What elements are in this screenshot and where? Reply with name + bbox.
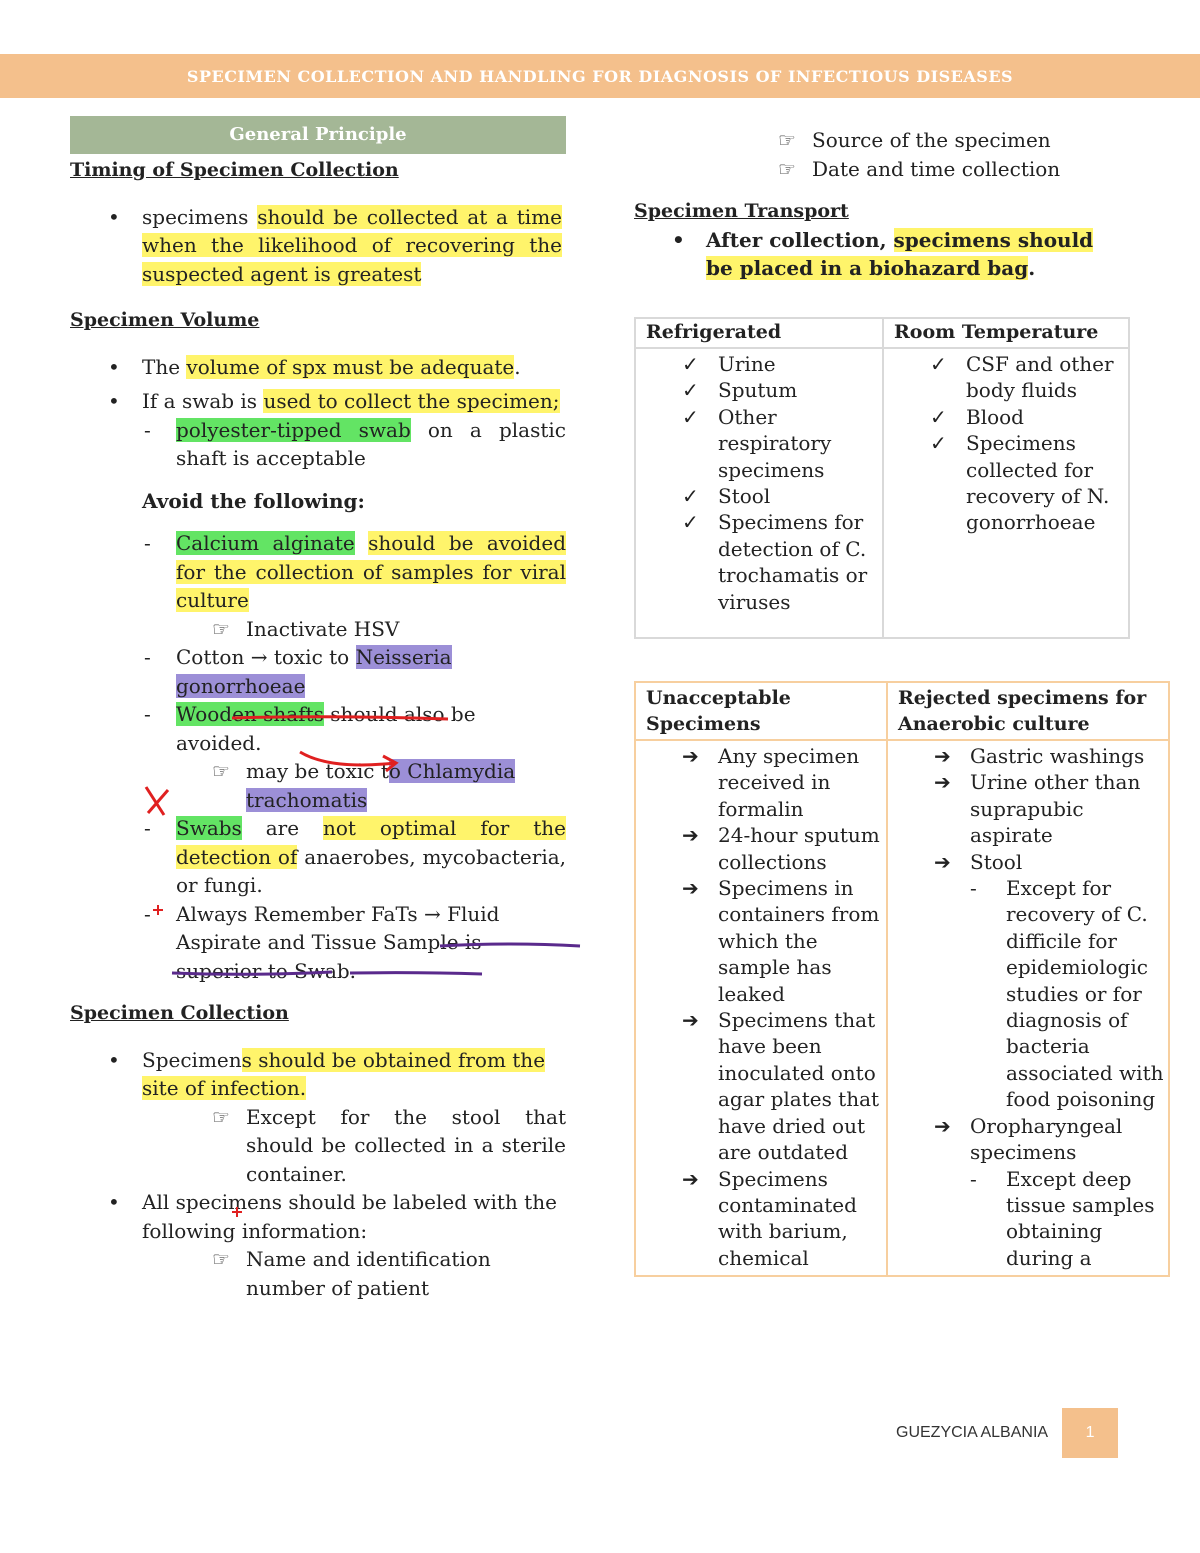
check-icon: ✓ (682, 352, 699, 376)
check-icon: ✓ (682, 484, 699, 509)
room-temp-cell (883, 348, 1129, 638)
arrow-right-icon: ➔ (934, 849, 951, 874)
unacceptable-cell (635, 740, 887, 1276)
transport-heading: Specimen Transport (634, 200, 849, 222)
transport-bullet: • After collection, specimens should be placed in a biohazard bag. (634, 226, 1116, 283)
collection-bullet-1: • Specimens should be obtained from the site of infection. (70, 1046, 562, 1103)
collection-sub-name: ☞ Name and identification number of patient (212, 1247, 491, 1300)
hand-point-icon: ☞ (778, 128, 796, 152)
refrigerated-list (636, 351, 882, 615)
rejected-list (888, 743, 1168, 1271)
highlight-purple: Neisseria gonorrhoeae (176, 645, 452, 698)
highlight-yellow: volume of spx must be adequate (186, 354, 515, 379)
general-principle-bar: General Principle (70, 116, 566, 154)
volume-heading: Specimen Volume (70, 309, 260, 331)
list-item (888, 849, 1168, 875)
list-item (888, 743, 1168, 769)
label-item: ☞ Date and time collection (634, 155, 1174, 184)
arrow-right-icon: ➔ (682, 876, 699, 901)
list-item-text: Specimens collected for recovery of N. gonorrhoeae (966, 431, 1110, 535)
hand-point-icon: ☞ (212, 1104, 230, 1129)
arrow-right-icon: ➔ (934, 770, 951, 795)
list-item (636, 1166, 886, 1272)
avoid-sub-chlamydia: ☞ may be toxic to Chlamydia trachomatis (212, 759, 516, 812)
room-temp-list (884, 351, 1128, 536)
right-column (634, 126, 1174, 283)
list-item (636, 483, 882, 509)
highlight-yellow: should be collected at a time when the likelihood of recovering the suspected agent is greatest (142, 204, 562, 286)
list-item (888, 875, 1168, 1113)
list-item (884, 351, 1128, 404)
arrow-right-icon: ➔ (934, 744, 951, 768)
arrow-right-icon: ➔ (682, 823, 699, 848)
arrow-right-icon: ➔ (682, 1166, 699, 1191)
list-item (884, 430, 1128, 536)
list-item (636, 351, 882, 377)
avoid-item-swabs: - Swabs are not optimal for the detection of anaerobes, mycobacteria, or fungi. (70, 814, 566, 900)
arrow-right-icon: ➔ (934, 1113, 951, 1138)
rejected-cell (887, 740, 1169, 1276)
arrow-right-icon: ➔ (682, 744, 699, 768)
arrow-right-icon: ➔ (682, 1008, 699, 1033)
highlight-yellow: used to collect the specimen; (263, 389, 560, 413)
list-item (884, 404, 1128, 430)
list-item (636, 377, 882, 403)
dash-mark: - (970, 876, 977, 901)
document-header-banner (0, 54, 1200, 98)
list-item-text: Specimens in containers from which the sample has leaked (718, 876, 880, 1006)
table-header: Unacceptable Specimens (635, 682, 887, 740)
check-icon: ✓ (682, 404, 699, 429)
hand-point-icon: ☞ (212, 759, 230, 783)
avoid-heading: Avoid the following: (142, 488, 365, 513)
highlight-green: Swabs (176, 816, 242, 840)
unacceptable-list (636, 743, 886, 1271)
list-item (636, 509, 882, 615)
dash-mark: - (970, 1166, 977, 1191)
highlight-yellow: s should be obtained from the site of infection. (142, 1047, 546, 1100)
list-item (636, 743, 886, 822)
hand-point-icon: ☞ (778, 156, 796, 181)
left-column (70, 116, 570, 1302)
check-icon: ✓ (930, 404, 947, 429)
check-icon: ✓ (682, 510, 699, 535)
list-item-text: Specimens contaminated with barium, chemical (718, 1166, 857, 1270)
list-item-text: Specimens for detection of C. trochamatis or viruses (718, 510, 868, 614)
timing-heading: Timing of Specimen Collection (70, 159, 399, 181)
list-item (636, 404, 882, 483)
table-header: Room Temperature (883, 318, 1129, 348)
list-item (636, 875, 886, 1007)
storage-table (634, 317, 1130, 639)
avoid-item-calcium (70, 529, 566, 615)
list-item-text: 24-hour sputum collections (718, 823, 880, 874)
volume-bullet-1: • The volume of spx must be adequate. (70, 353, 562, 382)
swab-dash-item: - polyester-tipped swab on a plastic shaft is acceptable (70, 416, 566, 473)
list-item-text: Sputum (718, 378, 798, 403)
avoid-item-cotton: - Cotton → toxic to Neisseria gonorrhoeae (70, 643, 566, 700)
list-item-text: Specimens that have been inoculated onto agar plates that have dried out are outdated (718, 1008, 880, 1165)
list-item (888, 769, 1168, 848)
list-item (636, 822, 886, 875)
list-item-text: Stool (970, 849, 1023, 874)
list-item-text: Urine (718, 352, 776, 376)
highlight-purple: o Chlamydia trachomatis (246, 759, 516, 812)
check-icon: ✓ (930, 352, 947, 376)
refrigerated-cell (635, 348, 883, 638)
table-header: Refrigerated (635, 318, 883, 348)
check-icon: ✓ (930, 431, 947, 456)
list-item-text: Blood (966, 404, 1024, 429)
unacceptable-table (634, 681, 1170, 1277)
collection-heading: Specimen Collection (70, 1002, 289, 1024)
list-item (636, 1007, 886, 1165)
avoid-sub-hsv: ☞ Inactivate HSV (70, 615, 570, 644)
check-icon: ✓ (682, 378, 699, 403)
author-name: GUEZYCIA ALBANIA (896, 1424, 1049, 1441)
highlight-yellow: not optimal for the detection of (176, 816, 566, 869)
list-item-text: Except deep tissue samples obtaining during a (1006, 1166, 1155, 1270)
timing-bullet: • specimens should be collected at a time when the likelihood of recovering the suspected agent is greatest (70, 203, 562, 289)
highlight-green: Calcium alginate (176, 531, 355, 555)
page-footer (896, 1408, 1118, 1458)
list-item-text: Any specimen received in formalin (718, 744, 860, 821)
label-item: ☞ Source of the specimen (634, 126, 1174, 155)
list-item-text: Oropharyngeal specimens (970, 1113, 1123, 1165)
list-item-text: Urine other than suprapubic aspirate (970, 770, 1141, 848)
table-header: Rejected specimens for Anaerobic culture (887, 682, 1169, 740)
page-number: 1 (1062, 1408, 1118, 1458)
list-item-text: Except for recovery of C. difficile for epidemiologic studies or for diagnosis of bacteria associated with food poisoning (1006, 876, 1164, 1112)
volume-bullet-2: • If a swab is used to collect the specimen; (70, 387, 562, 416)
highlight-green: polyester-tipped swab (176, 417, 411, 442)
avoid-item-wooden: - Wooden shafts should also be avoided. (70, 700, 566, 757)
collection-sub-stool: ☞ Except for the stool that should be collected in a sterile container. (212, 1104, 566, 1186)
highlight-yellow: specimens should be placed in a biohazard bag (706, 227, 1094, 280)
highlight-yellow: should be avoided for the collection of samples for viral culture (176, 531, 567, 612)
hand-point-icon: ☞ (212, 616, 230, 641)
list-item (888, 1166, 1168, 1272)
collection-bullet-2: • All specimens should be labeled with the following information: (70, 1188, 562, 1245)
list-item-text: Gastric washings (970, 744, 1145, 768)
document-title: SPECIMEN COLLECTION AND HANDLING FOR DIAGNOSIS OF INFECTIOUS DISEASES (186, 66, 1014, 86)
highlight-green: Wooden shafts (176, 702, 324, 726)
list-item-text: Other respiratory specimens (718, 404, 832, 482)
list-item-text: CSF and other body fluids (966, 352, 1114, 403)
avoid-item-fats: - Always Remember FaTs → Fluid Aspirate and Tissue Sample is superior to Swab. (70, 900, 566, 986)
list-item-text: Stool (718, 484, 771, 509)
list-item (888, 1113, 1168, 1166)
hand-point-icon: ☞ (212, 1247, 230, 1271)
